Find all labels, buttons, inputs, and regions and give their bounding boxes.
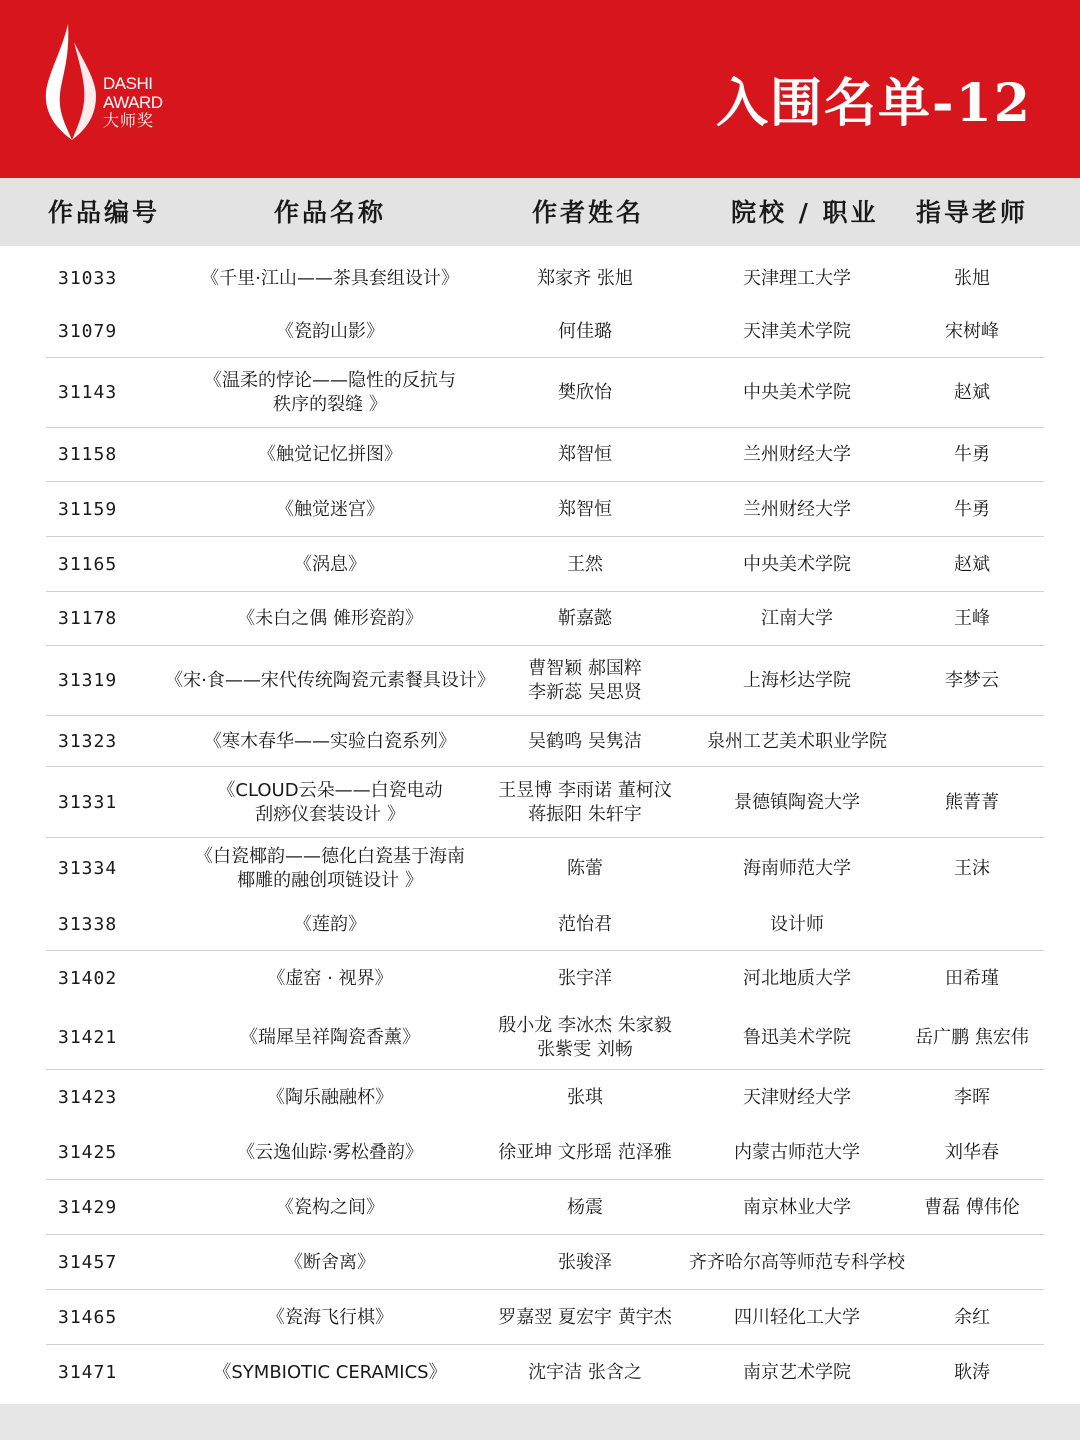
author-cell-text: 张宇洋	[558, 967, 612, 989]
work-name-cell-text: 《瓷海飞行棋》	[267, 1306, 393, 1328]
author-cell-text: 张琪	[567, 1086, 603, 1108]
teacher-cell-text: 曹磊 傅伟伦	[924, 1196, 1020, 1218]
table-row	[0, 1180, 1080, 1235]
table-row	[0, 767, 1080, 838]
author-cell-text: 范怡君	[558, 914, 612, 935]
author-cell-text: 罗嘉翌 夏宏宇 黄宇杰	[498, 1306, 672, 1328]
school-cell-text: 南京艺术学院	[743, 1361, 851, 1383]
table-row	[0, 251, 1080, 306]
work-name-cell	[150, 716, 510, 767]
work-id-cell	[58, 899, 117, 951]
school-cell	[680, 646, 914, 716]
work-name-cell-text: 《SYMBIOTIC CERAMICS》	[213, 1361, 447, 1383]
author-cell	[480, 592, 690, 646]
work-name-cell-text: 《宋·食——宋代传统陶瓷元素餐具设计》	[165, 670, 495, 691]
footer-bar	[0, 1404, 1080, 1440]
teacher-cell-text: 赵斌	[954, 553, 990, 575]
work-name-cell	[150, 1070, 510, 1125]
logo-text	[103, 74, 163, 131]
work-name-cell-text: 《瓷构之间》	[276, 1196, 384, 1218]
author-cell	[480, 1290, 690, 1345]
work-name-cell	[150, 1235, 510, 1290]
school-cell	[680, 951, 914, 1006]
work-name-cell	[150, 1290, 510, 1345]
work-id-cell-text: 31465	[58, 1306, 118, 1328]
author-cell-text: 郑家齐 张旭	[537, 267, 633, 289]
school-cell-text: 中央美术学院	[743, 382, 851, 403]
work-name-cell-text: 刮痧仪套装设计 》	[255, 803, 405, 825]
work-id-cell	[58, 646, 117, 716]
teacher-cell-text: 牛勇	[954, 498, 990, 520]
work-id-cell	[58, 767, 117, 838]
author-cell-text: 李新蕊 吴思贤	[528, 682, 642, 703]
school-cell	[680, 358, 914, 428]
work-name-cell-text: 《千里·江山——茶具套组设计》	[201, 267, 459, 289]
table-row	[0, 951, 1080, 1006]
school-cell	[680, 428, 914, 482]
work-name-cell	[150, 1345, 510, 1400]
school-cell-text: 兰州财经大学	[743, 444, 851, 465]
author-cell	[480, 428, 690, 482]
work-id-cell	[58, 251, 117, 306]
work-id-cell-text: 31423	[58, 1086, 118, 1108]
work-name-cell-text: 《触觉记忆拼图》	[258, 444, 402, 465]
teacher-cell-text: 王峰	[954, 608, 990, 629]
teacher-cell	[904, 1345, 1040, 1400]
school-cell	[680, 537, 914, 592]
school-cell-text: 江南大学	[761, 608, 833, 629]
author-cell	[480, 358, 690, 428]
teacher-cell-text: 岳广鹏 焦宏伟	[915, 1027, 1029, 1048]
table-row	[0, 1006, 1080, 1070]
school-cell	[680, 767, 914, 838]
school-cell	[680, 1180, 914, 1235]
work-name-cell-text: 《涡息》	[294, 553, 366, 575]
teacher-cell-text: 耿涛	[954, 1361, 990, 1383]
work-name-cell-text: 《CLOUD云朵——白瓷电动	[217, 779, 443, 801]
author-cell-text: 王然	[567, 553, 603, 575]
work-name-cell-text: 《陶乐融融杯》	[267, 1086, 393, 1108]
school-cell-text: 齐齐哈尔高等师范专科学校	[689, 1251, 905, 1273]
work-name-cell-text: 《白瓷椰韵——德化白瓷基于海南	[195, 845, 465, 867]
work-name-cell	[150, 838, 510, 899]
teacher-cell	[904, 428, 1040, 482]
work-name-cell	[150, 537, 510, 592]
work-name-cell	[150, 1180, 510, 1235]
table-row	[0, 1235, 1080, 1290]
teacher-cell	[904, 899, 1040, 951]
teacher-cell	[904, 951, 1040, 1006]
teacher-cell	[904, 716, 1040, 767]
teacher-cell	[904, 1290, 1040, 1345]
work-name-cell-text: 《莲韵》	[294, 914, 366, 935]
author-cell	[480, 1125, 690, 1180]
work-id-cell	[58, 592, 117, 646]
author-cell-text: 徐亚坤 文彤瑶 范泽雅	[498, 1141, 672, 1163]
teacher-cell	[904, 482, 1040, 537]
school-cell	[680, 592, 914, 646]
teacher-cell	[904, 767, 1040, 838]
author-cell-text: 靳嘉懿	[558, 608, 612, 629]
school-cell-text: 内蒙古师范大学	[734, 1141, 860, 1163]
work-name-cell	[150, 951, 510, 1006]
work-name-cell-text: 《温柔的悖论——隐性的反抗与	[204, 370, 456, 391]
teacher-cell	[904, 306, 1040, 358]
work-id-cell-text: 31471	[58, 1361, 118, 1383]
teacher-cell	[904, 358, 1040, 428]
school-cell	[680, 1006, 914, 1070]
author-cell	[480, 1235, 690, 1290]
work-name-cell-text: 《瑞犀呈祥陶瓷香薰》	[240, 1027, 420, 1048]
header-work-id: 作品编号	[48, 198, 161, 227]
teacher-cell	[904, 592, 1040, 646]
work-name-cell-text: 秩序的裂缝 》	[273, 394, 387, 415]
author-cell	[480, 306, 690, 358]
work-name-cell	[150, 1125, 510, 1180]
work-id-cell	[58, 716, 117, 767]
work-name-cell	[150, 306, 510, 358]
work-id-cell-text: 31421	[58, 1027, 118, 1048]
table-row	[0, 899, 1080, 951]
work-name-cell	[150, 251, 510, 306]
teacher-cell	[904, 251, 1040, 306]
work-id-cell-text: 31323	[58, 730, 118, 752]
work-id-cell	[58, 428, 117, 482]
school-cell-text: 中央美术学院	[743, 553, 851, 575]
work-name-cell	[150, 428, 510, 482]
author-cell-text: 蒋振阳 朱轩宇	[528, 803, 642, 825]
work-id-cell-text: 31165	[58, 553, 118, 575]
table-row	[0, 1125, 1080, 1180]
work-id-cell-text: 31429	[58, 1196, 118, 1218]
logo-line: AWARD	[103, 93, 163, 112]
author-cell-text: 樊欣怡	[558, 382, 612, 403]
author-cell	[480, 1345, 690, 1400]
work-name-cell	[150, 592, 510, 646]
work-name-cell-text: 《断舍离》	[285, 1251, 375, 1273]
header-teacher: 指导老师	[916, 198, 1029, 227]
work-id-cell-text: 31033	[58, 267, 118, 289]
work-id-cell	[58, 951, 117, 1006]
work-name-cell-text: 《寒木春华——实验白瓷系列》	[204, 730, 456, 752]
header-banner	[0, 0, 1080, 178]
work-name-cell-text: 《虚窑 · 视界》	[267, 967, 393, 989]
teacher-cell	[904, 1006, 1040, 1070]
author-cell-text: 殷小龙 李冰杰 朱家毅	[498, 1015, 672, 1036]
school-cell-text: 泉州工艺美术职业学院	[707, 730, 887, 752]
school-cell-text: 兰州财经大学	[743, 498, 851, 520]
work-id-cell-text: 31338	[58, 914, 118, 935]
table-row	[0, 592, 1080, 646]
teacher-cell	[904, 646, 1040, 716]
work-id-cell	[58, 306, 117, 358]
logo-line: DASHI	[103, 74, 153, 93]
table-row	[0, 1345, 1080, 1400]
work-id-cell-text: 31143	[58, 382, 118, 403]
author-cell-text: 王昱博 李雨诺 董柯汶	[498, 779, 672, 801]
work-id-cell-text: 31334	[58, 857, 118, 879]
teacher-cell-text: 李晖	[954, 1086, 990, 1108]
author-cell-text: 郑智恒	[558, 498, 612, 520]
table-row	[0, 646, 1080, 716]
work-name-cell	[150, 899, 510, 951]
work-id-cell	[58, 1125, 117, 1180]
school-cell-text: 天津美术学院	[743, 321, 851, 342]
teacher-cell-text: 王沫	[954, 857, 990, 879]
teacher-cell-text: 余红	[954, 1306, 990, 1328]
school-cell	[680, 251, 914, 306]
header-school: 院校 / 职业	[731, 198, 879, 227]
table-row	[0, 1290, 1080, 1345]
table-row	[0, 482, 1080, 537]
teacher-cell-text: 牛勇	[954, 444, 990, 465]
teacher-cell	[904, 1125, 1040, 1180]
table-row	[0, 537, 1080, 592]
school-cell	[680, 838, 914, 899]
school-cell	[680, 1125, 914, 1180]
work-name-cell-text: 《触觉迷宫》	[276, 498, 384, 520]
table-row	[0, 358, 1080, 428]
header-work-name: 作品名称	[274, 198, 387, 227]
work-id-cell	[58, 1345, 117, 1400]
teacher-cell-text: 李梦云	[945, 670, 999, 691]
work-id-cell-text: 31457	[58, 1251, 118, 1273]
work-id-cell	[58, 1235, 117, 1290]
school-cell-text: 南京林业大学	[743, 1196, 851, 1218]
table-row	[0, 1070, 1080, 1125]
school-cell	[680, 306, 914, 358]
author-cell	[480, 767, 690, 838]
work-id-cell	[58, 1290, 117, 1345]
work-id-cell-text: 31178	[58, 608, 118, 629]
logo-line: 大师奖	[103, 113, 155, 130]
author-cell	[480, 951, 690, 1006]
work-name-cell-text: 《未白之偶 傩形瓷韵》	[237, 608, 423, 629]
school-cell-text: 天津理工大学	[743, 267, 851, 289]
work-name-cell	[150, 482, 510, 537]
author-cell-text: 曹智颖 郝国粹	[528, 658, 642, 679]
author-cell-text: 陈蕾	[567, 857, 603, 879]
work-name-cell	[150, 358, 510, 428]
work-id-cell-text: 31158	[58, 444, 118, 465]
table-row	[0, 306, 1080, 358]
table-row	[0, 428, 1080, 482]
work-name-cell-text: 《云逸仙踪·雾松叠韵》	[237, 1141, 423, 1163]
work-name-cell-text: 《瓷韵山影》	[276, 321, 384, 342]
work-name-cell	[150, 1006, 510, 1070]
author-cell	[480, 1180, 690, 1235]
school-cell	[680, 482, 914, 537]
teacher-cell-text: 刘华春	[945, 1141, 999, 1163]
table-header	[0, 178, 1080, 246]
teacher-cell	[904, 838, 1040, 899]
page-title: 入围名单-12	[716, 73, 1032, 134]
author-cell-text: 吴鹤鸣 吴隽洁	[528, 730, 642, 752]
author-cell	[480, 838, 690, 899]
teacher-cell	[904, 1070, 1040, 1125]
work-id-cell	[58, 482, 117, 537]
author-cell	[480, 537, 690, 592]
school-cell	[680, 1235, 914, 1290]
author-cell-text: 张紫雯 刘畅	[537, 1039, 633, 1060]
school-cell	[680, 1345, 914, 1400]
author-cell-text: 张骏泽	[558, 1251, 612, 1273]
work-id-cell-text: 31331	[58, 791, 118, 813]
author-cell	[480, 1070, 690, 1125]
work-id-cell	[58, 1006, 117, 1070]
school-cell-text: 海南师范大学	[743, 857, 851, 879]
author-cell	[480, 251, 690, 306]
table-row	[0, 716, 1080, 767]
author-cell	[480, 899, 690, 951]
work-id-cell	[58, 1180, 117, 1235]
work-id-cell-text: 31159	[58, 498, 118, 520]
teacher-cell	[904, 1235, 1040, 1290]
school-cell-text: 四川轻化工大学	[734, 1306, 860, 1328]
author-cell-text: 郑智恒	[558, 444, 612, 465]
header-author: 作者姓名	[532, 198, 645, 227]
work-id-cell-text: 31402	[58, 967, 118, 989]
school-cell	[680, 716, 914, 767]
author-cell-text: 何佳璐	[558, 321, 612, 342]
author-cell-text: 杨震	[567, 1196, 603, 1218]
school-cell	[680, 1070, 914, 1125]
author-cell	[480, 716, 690, 767]
work-id-cell	[58, 358, 117, 428]
school-cell-text: 景德镇陶瓷大学	[734, 791, 860, 813]
table-row	[0, 838, 1080, 899]
author-cell-text: 沈宇洁 张含之	[528, 1361, 642, 1383]
work-name-cell-text: 椰雕的融创项链设计 》	[237, 869, 423, 891]
teacher-cell-text: 张旭	[954, 267, 990, 289]
work-name-cell	[150, 767, 510, 838]
school-cell-text: 天津财经大学	[743, 1086, 851, 1108]
work-id-cell-text: 31079	[58, 321, 118, 342]
work-id-cell	[58, 537, 117, 592]
teacher-cell-text: 熊菁菁	[945, 791, 999, 813]
dashi-award-logo-icon	[40, 22, 110, 142]
work-id-cell	[58, 1070, 117, 1125]
work-id-cell-text: 31319	[58, 670, 118, 691]
school-cell	[680, 1290, 914, 1345]
school-cell	[680, 899, 914, 951]
work-id-cell-text: 31425	[58, 1141, 118, 1163]
teacher-cell-text: 田希瑾	[945, 967, 999, 989]
school-cell-text: 鲁迅美术学院	[743, 1027, 851, 1048]
teacher-cell-text: 宋树峰	[945, 321, 999, 342]
author-cell	[480, 482, 690, 537]
work-id-cell	[58, 838, 117, 899]
teacher-cell-text: 赵斌	[954, 382, 990, 403]
teacher-cell	[904, 1180, 1040, 1235]
author-cell	[480, 1006, 690, 1070]
school-cell-text: 河北地质大学	[743, 967, 851, 989]
school-cell-text: 上海杉达学院	[743, 670, 851, 691]
school-cell-text: 设计师	[770, 914, 824, 935]
author-cell	[480, 646, 690, 716]
work-name-cell	[150, 646, 510, 716]
teacher-cell	[904, 537, 1040, 592]
